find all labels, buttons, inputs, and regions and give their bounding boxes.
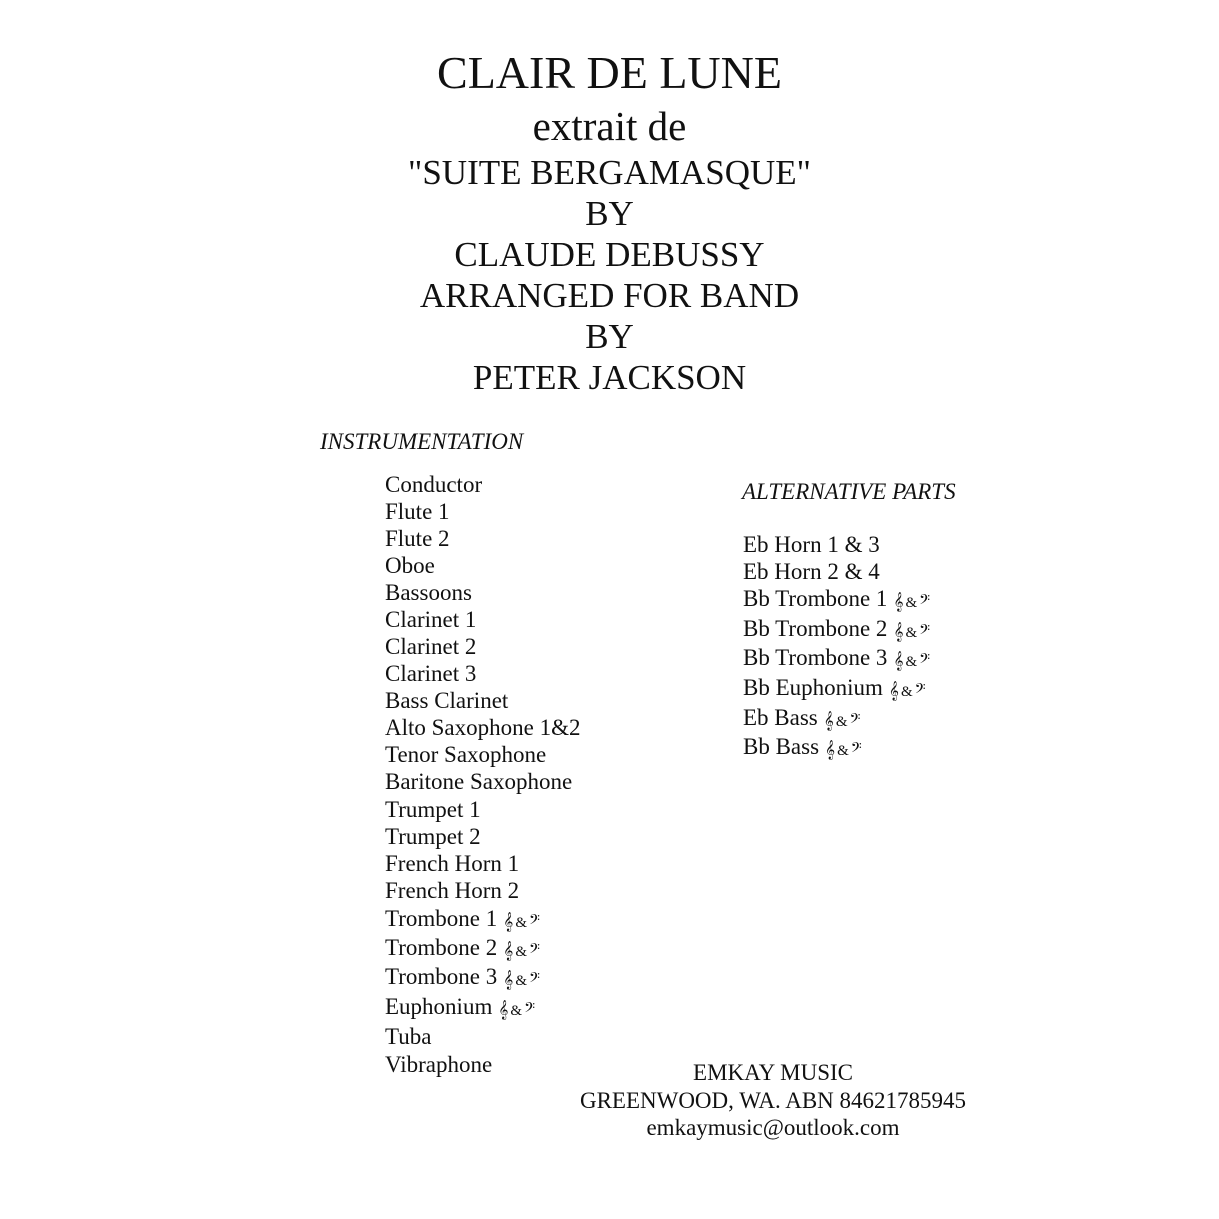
clef-connector: & xyxy=(515,944,527,961)
part-label: Tuba xyxy=(385,1024,432,1049)
part-item xyxy=(385,689,508,712)
bass-clef-icon: 𝄢 xyxy=(919,592,931,613)
treble-clef-icon: 𝄞 xyxy=(893,622,904,643)
clef-notation xyxy=(498,1002,535,1019)
part-item xyxy=(385,473,482,496)
part-item xyxy=(385,964,540,991)
part-label: Tenor Saxophone xyxy=(385,742,547,767)
title-extrait: extrait de xyxy=(532,103,687,149)
clef-connector: & xyxy=(510,1003,523,1020)
part-label: Bb Trombone 1 xyxy=(743,586,888,611)
clef-connector: & xyxy=(515,973,527,990)
title-arranger: PETER JACKSON xyxy=(472,358,747,397)
part-item xyxy=(743,560,880,583)
clef-notation xyxy=(825,742,862,759)
part-item xyxy=(743,616,931,643)
part-item xyxy=(385,825,481,848)
clef-notation xyxy=(503,943,540,960)
part-label: Eb Horn 1 & 3 xyxy=(743,532,880,557)
part-item xyxy=(385,1053,492,1076)
part-item xyxy=(385,1025,431,1048)
part-item xyxy=(743,645,931,672)
clef-connector: & xyxy=(515,915,527,932)
title-main: CLAIR DE LUNE xyxy=(437,47,782,98)
part-label: Bass Clarinet xyxy=(385,688,509,713)
clef-connector: & xyxy=(837,743,849,760)
treble-clef-icon: 𝄞 xyxy=(825,740,836,761)
part-item xyxy=(385,554,435,577)
part-label: Trombone 2 xyxy=(385,935,498,960)
bass-clef-icon: 𝄢 xyxy=(914,681,926,702)
clef-connector: & xyxy=(905,625,918,642)
part-label: Trumpet 1 xyxy=(385,797,481,822)
publisher-email: emkaymusic@outlook.com xyxy=(646,1115,900,1140)
clef-notation xyxy=(503,914,540,931)
part-item xyxy=(743,705,861,732)
part-label: Eb Horn 2 & 4 xyxy=(743,559,880,584)
part-label: Baritone Saxophone xyxy=(385,769,573,794)
part-label: Conductor xyxy=(385,472,483,497)
part-label: Bb Trombone 2 xyxy=(743,616,888,641)
part-label: Bb Euphonium xyxy=(743,675,883,700)
part-label: Clarinet 3 xyxy=(385,661,477,686)
publisher-name: EMKAY MUSIC xyxy=(693,1060,853,1085)
part-item xyxy=(385,852,519,875)
part-item xyxy=(743,533,880,556)
part-item xyxy=(385,716,581,739)
part-label: Eb Bass xyxy=(743,705,818,730)
clef-connector: & xyxy=(905,654,918,671)
part-item xyxy=(385,527,450,550)
title-composer: CLAUDE DEBUSSY xyxy=(454,235,765,274)
treble-clef-icon: 𝄞 xyxy=(893,592,904,613)
bass-clef-icon: 𝄢 xyxy=(528,970,540,991)
bass-clef-icon: 𝄢 xyxy=(528,941,540,962)
treble-clef-icon: 𝄞 xyxy=(503,941,514,962)
treble-clef-icon: 𝄞 xyxy=(503,912,514,933)
part-label: Euphonium xyxy=(385,994,493,1019)
treble-clef-icon: 𝄞 xyxy=(893,651,904,672)
part-label: Flute 2 xyxy=(385,526,450,551)
part-label: Trumpet 2 xyxy=(385,824,481,849)
part-label: Oboe xyxy=(385,553,435,578)
part-label: Clarinet 2 xyxy=(385,634,477,659)
part-item xyxy=(385,906,540,933)
part-item xyxy=(385,770,572,793)
treble-clef-icon: 𝄞 xyxy=(503,970,514,991)
bass-clef-icon: 𝄢 xyxy=(919,622,931,643)
clef-notation xyxy=(893,594,930,611)
part-label: Clarinet 1 xyxy=(385,607,477,632)
bass-clef-icon: 𝄢 xyxy=(919,651,931,672)
part-label: French Horn 1 xyxy=(385,851,520,876)
treble-clef-icon: 𝄞 xyxy=(498,1000,509,1021)
part-label: Alto Saxophone 1&2 xyxy=(385,715,581,740)
part-item xyxy=(385,798,481,821)
clef-connector: & xyxy=(900,684,913,701)
clef-notation xyxy=(893,624,930,641)
bass-clef-icon: 𝄢 xyxy=(528,912,540,933)
clef-notation xyxy=(824,713,861,730)
part-item xyxy=(385,608,476,631)
part-item xyxy=(385,935,540,962)
bass-clef-icon: 𝄢 xyxy=(850,740,862,761)
part-label: Bassoons xyxy=(385,580,472,605)
part-item xyxy=(743,586,931,613)
part-item xyxy=(385,662,476,685)
part-item xyxy=(743,734,862,761)
clef-connector: & xyxy=(835,714,848,731)
part-label: Trombone 1 xyxy=(385,906,498,931)
treble-clef-icon: 𝄞 xyxy=(823,711,834,732)
title-suite: "SUITE BERGAMASQUE" xyxy=(408,153,811,192)
part-item xyxy=(385,994,536,1021)
part-label: Vibraphone xyxy=(385,1052,493,1077)
title-arranged: ARRANGED FOR BAND xyxy=(419,276,800,315)
part-label: Bb Bass xyxy=(743,734,820,759)
part-item xyxy=(385,743,546,766)
instrumentation-heading: INSTRUMENTATION xyxy=(320,429,524,454)
part-item xyxy=(385,500,450,523)
part-label: Bb Trombone 3 xyxy=(743,645,888,670)
title-by-2: BY xyxy=(585,317,634,356)
part-item xyxy=(743,675,926,702)
part-item xyxy=(385,635,476,658)
bass-clef-icon: 𝄢 xyxy=(849,711,861,732)
part-item xyxy=(385,581,472,604)
clef-notation xyxy=(889,683,926,700)
clef-notation xyxy=(503,972,540,989)
title-by-1: BY xyxy=(585,194,634,233)
part-item xyxy=(385,879,519,902)
treble-clef-icon: 𝄞 xyxy=(888,681,899,702)
part-label: Trombone 3 xyxy=(385,964,498,989)
publisher-address: GREENWOOD, WA. ABN 84621785945 xyxy=(579,1088,967,1113)
clef-notation xyxy=(893,653,930,670)
clef-connector: & xyxy=(905,595,918,612)
bass-clef-icon: 𝄢 xyxy=(524,1000,536,1021)
part-label: Flute 1 xyxy=(385,499,450,524)
alternative-parts-heading: ALTERNATIVE PARTS xyxy=(742,479,956,504)
part-label: French Horn 2 xyxy=(385,878,520,903)
